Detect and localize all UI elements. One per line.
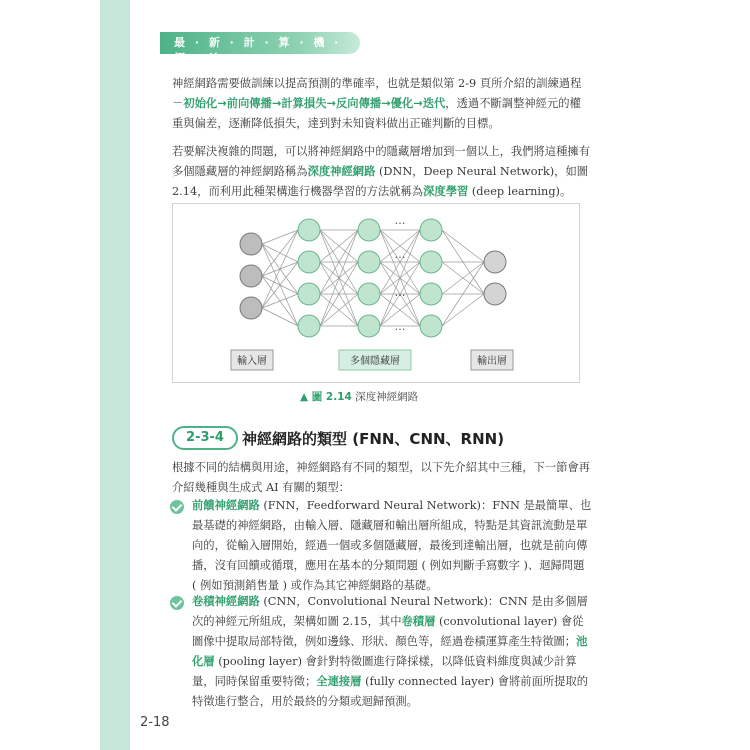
figure-caption: [300, 389, 418, 404]
hidden-node: [420, 315, 442, 337]
hidden-node: [298, 251, 320, 273]
section-intro: 根據不同的結構與用途，神經網路有不同的類型，以下先介紹其中三種，下一節會再介紹幾種與生成式 AI 有關的類型：: [172, 461, 590, 494]
ellipsis-mark: …: [394, 320, 406, 333]
hidden-node: [420, 251, 442, 273]
term-dnn: 深度神經網路: [307, 165, 376, 178]
ellipsis-mark: …: [394, 248, 406, 261]
dnn-ellipses: [395, 214, 406, 333]
term-conv-layer: 卷積層: [401, 615, 436, 628]
hidden-node: [298, 219, 320, 241]
bullet-cnn: 卷積神經網路 (CNN，Convolutional Neural Network)：CNN 是由多個層次的神經元所組成，架構如圖 2.15，其中卷積層 (convolutional layer) 會從圖像中提取局部特徵，例如邊緣、形狀、顏色等，經過卷積運算產生特徵圖；池化層 (pooling layer) 會針對特徵圖進行降採樣，以降低資料維度與減少計算量，同時保留重要特徵；全連接層 (fully connected layer) 會將前面所提取的特徵進行整合，用於最終的分類或迴歸預測。: [192, 595, 589, 708]
connection-edge: [442, 230, 484, 262]
output-node: [484, 283, 506, 305]
hidden-layer-label: 多個隱藏層: [350, 356, 400, 367]
intro-paragraph-2: 若要解決複雜的問題，可以將神經網路中的隱藏層增加到一個以上，我們將這種擁有多個隱藏層的神經網路稱為深度神經網路 (DNN，Deep Neural Network)，如圖 2.14，而利用此種架構進行機器學習的方法就稱為深度學習 (deep learning)。: [172, 145, 590, 198]
connection-edge: [442, 294, 484, 326]
hidden-node: [358, 315, 380, 337]
term-pooling-layer: 池化層: [192, 635, 588, 668]
hidden-node: [420, 283, 442, 305]
dnn-figure: [172, 203, 580, 383]
check-icon: [170, 500, 184, 514]
output-layer-label: 輸出層: [477, 356, 507, 367]
input-layer-label: 輸入層: [237, 356, 267, 367]
intro-paragraph-1: 神經網路需要做訓練以提高預測的準確率，也就是類似第 2-9 頁所介紹的訓練過程－初始化→前向傳播→計算損失→反向傳播→優化→迭代，透過不斷調整神經元的權重與偏差，逐漸降低損失，達到對未知資料做出正確判斷的目標。: [172, 77, 582, 130]
ellipsis-mark: …: [394, 214, 406, 227]
output-node: [484, 251, 506, 273]
term-deep-learning: 深度學習: [423, 185, 469, 198]
check-icon: [170, 596, 184, 610]
training-steps: 初始化→前向傳播→計算損失→反向傳播→優化→迭代: [183, 97, 446, 110]
input-node: [240, 233, 262, 255]
section-title: 神經網路的類型 (FNN、CNN、RNN): [242, 430, 505, 448]
term-fc-layer: 全連接層: [316, 675, 362, 688]
connection-edge: [262, 308, 298, 326]
chapter-header-band: [160, 32, 360, 65]
page-number: 2-18: [140, 715, 170, 730]
hidden-node: [420, 219, 442, 241]
term-fnn: 前饋神經網路: [192, 499, 260, 512]
figure-caption-text: 深度神經網路: [355, 391, 419, 403]
dnn-edges: [262, 230, 484, 326]
input-node: [240, 297, 262, 319]
hidden-node: [358, 251, 380, 273]
ellipsis-mark: …: [394, 286, 406, 299]
figure-caption-label: ▲ 圖 2.14: [300, 391, 352, 403]
term-cnn: 卷積神經網路: [192, 595, 260, 608]
bullet-fnn: 前饋神經網路 (FNN，Feedforward Neural Network)：FNN 是最簡單、也最基礎的神經網路，由輸入層、隱藏層和輸出層所組成，特點是其資訊流動是單向的，從輸入層開始，經過一個或多個隱藏層，最後到達輸出層，也就是前向傳播，沒有回饋或循環，應用在基本的分類問題 ( 例如判斷手寫數字 )、迴歸問題 ( 例如預測銷售量 ) 或作為其它神經網路的基礎。: [192, 499, 592, 592]
page-side-band: [100, 0, 130, 750]
hidden-node: [358, 219, 380, 241]
hidden-node: [298, 315, 320, 337]
hidden-node: [358, 283, 380, 305]
dnn-diagram: [173, 204, 579, 382]
hidden-node: [298, 283, 320, 305]
section-number: 2-3-4: [172, 426, 238, 450]
chapter-title: 最 · 新 · 計 · 算 · 機 · 概 · 論: [174, 36, 342, 65]
input-node: [240, 265, 262, 287]
